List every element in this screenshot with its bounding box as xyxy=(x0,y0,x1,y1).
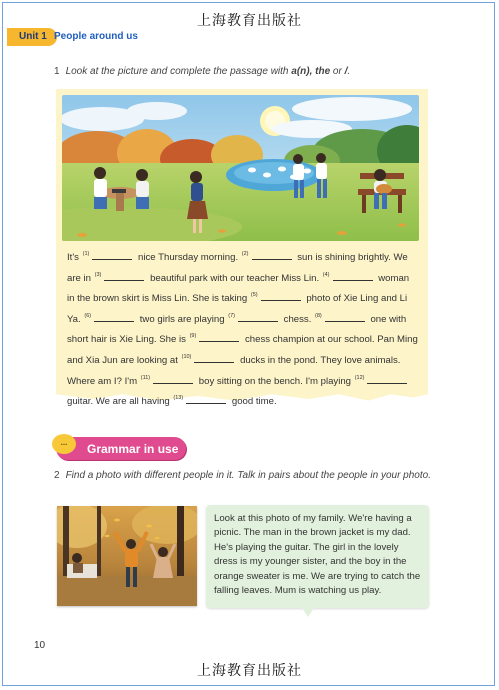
unit-title: People around us xyxy=(54,31,138,42)
exercise-2-number: 2 xyxy=(54,470,60,481)
family-photo xyxy=(57,506,197,606)
blank-6[interactable] xyxy=(94,312,134,322)
unit-tag: Unit 1 xyxy=(7,28,57,46)
exercise-1-number: 1 xyxy=(54,66,60,77)
blank-2[interactable] xyxy=(252,250,292,260)
blank-7[interactable] xyxy=(238,312,278,322)
blank-12[interactable] xyxy=(367,374,407,384)
publisher-header: 上海教育出版社 xyxy=(197,13,302,29)
park-illustration xyxy=(62,95,419,241)
exercise-1-options: a(n), the xyxy=(291,66,331,77)
blank-5[interactable] xyxy=(261,291,301,301)
blank-13[interactable] xyxy=(186,394,226,404)
speech-bubble-icon: ... xyxy=(52,434,76,454)
exercise-2-instruction: 2 Find a photo with different people in it. Talk in pairs about the people in your photo. xyxy=(54,470,431,481)
grammar-in-use-label: Grammar in use xyxy=(87,442,179,456)
blank-8[interactable] xyxy=(325,312,365,322)
passage-text: It's $^{(1)}$ nice Thursday morning. $^{(2)}$ sun is shining brightly. We are in $^{(3)}$ beautiful park with our teacher Miss Lin. $^{(4)}$ woman in the brown skirt is Miss Lin. She is taking $^{(5)}$ photo of Xie Ling and Li Ya. $^{(6)}$ two girls are playing $^{(7)}$ chess. $^{(8)}$ one with short hair is Xie Ling. She is $^{(9)}$ chess champion at our school. Pan Ming and Xia Jun are looking at $^{(10)}$ ducks in the pond. They love animals. Where am I? I'm $^{(11)}$ boy sitting on the bench. I'm playing $^{(12)}$ guitar. We are all having $^{(13)}$ good time. xyxy=(67,251,418,408)
page-number: 10 xyxy=(34,640,46,651)
blank-9[interactable] xyxy=(199,332,239,342)
blank-3[interactable] xyxy=(104,271,144,281)
blank-1[interactable] xyxy=(92,250,132,260)
speech-bubble-tail xyxy=(302,608,314,617)
blank-4[interactable] xyxy=(333,271,373,281)
exercise-1-instruction: 1 Look at the picture and complete the passage with a(n), the or /. xyxy=(54,66,351,77)
blank-10[interactable] xyxy=(194,353,234,363)
blank-11[interactable] xyxy=(153,374,193,384)
publisher-footer: 上海教育出版社 xyxy=(197,663,302,679)
example-description-text: Look at this photo of my family. We're having a picnic. The man in the brown jacket is my dad. He's playing the guitar. The girl in the lovely dress is my younger sister, and the boy in the orange sweater is me. We are trying to catch the falling leaves. Mum is watching us play. xyxy=(214,513,421,597)
